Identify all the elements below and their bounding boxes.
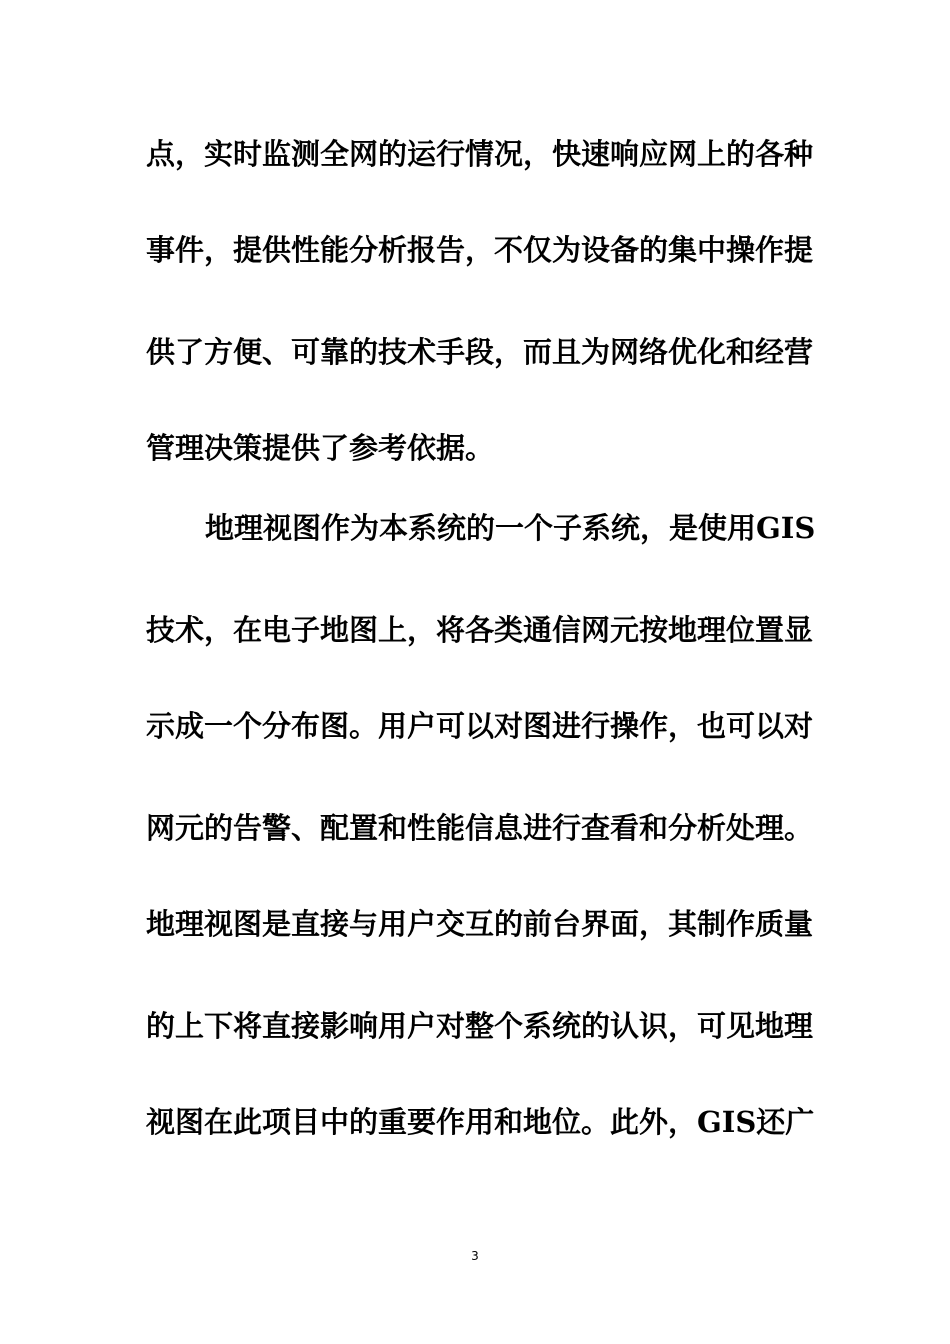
paragraph-2-line-6: 的上下将直接影响用户对整个系统的认识，可见地理	[146, 1009, 814, 1043]
paragraph-2-line-7: 视图在此项目中的重要作用和地位。此外，GIS还广	[146, 1105, 815, 1139]
paragraph-1-line-2: 事件，提供性能分析报告，不仅为设备的集中操作提	[146, 233, 814, 267]
paragraph-2-line-3: 示成一个分布图。用户可以对图进行操作，也可以对	[146, 709, 814, 743]
paragraph-2-line-1: 地理视图作为本系统的一个子系统，是使用GIS	[205, 511, 816, 545]
paragraph-1-line-4: 管理决策提供了参考依据。	[146, 431, 495, 465]
paragraph-2-line-4: 网元的告警、配置和性能信息进行查看和分析处理。	[146, 811, 814, 845]
paragraph-1-line-3: 供了方便、可靠的技术手段，而且为网络优化和经营	[146, 335, 814, 369]
page-number: 3	[471, 1249, 479, 1263]
paragraph-1-line-1: 点，实时监测全网的运行情况，快速响应网上的各种	[146, 137, 814, 171]
paragraph-2-line-5: 地理视图是直接与用户交互的前台界面，其制作质量	[146, 907, 814, 941]
paragraph-2-line-2: 技术，在电子地图上，将各类通信网元按地理位置显	[146, 613, 814, 647]
